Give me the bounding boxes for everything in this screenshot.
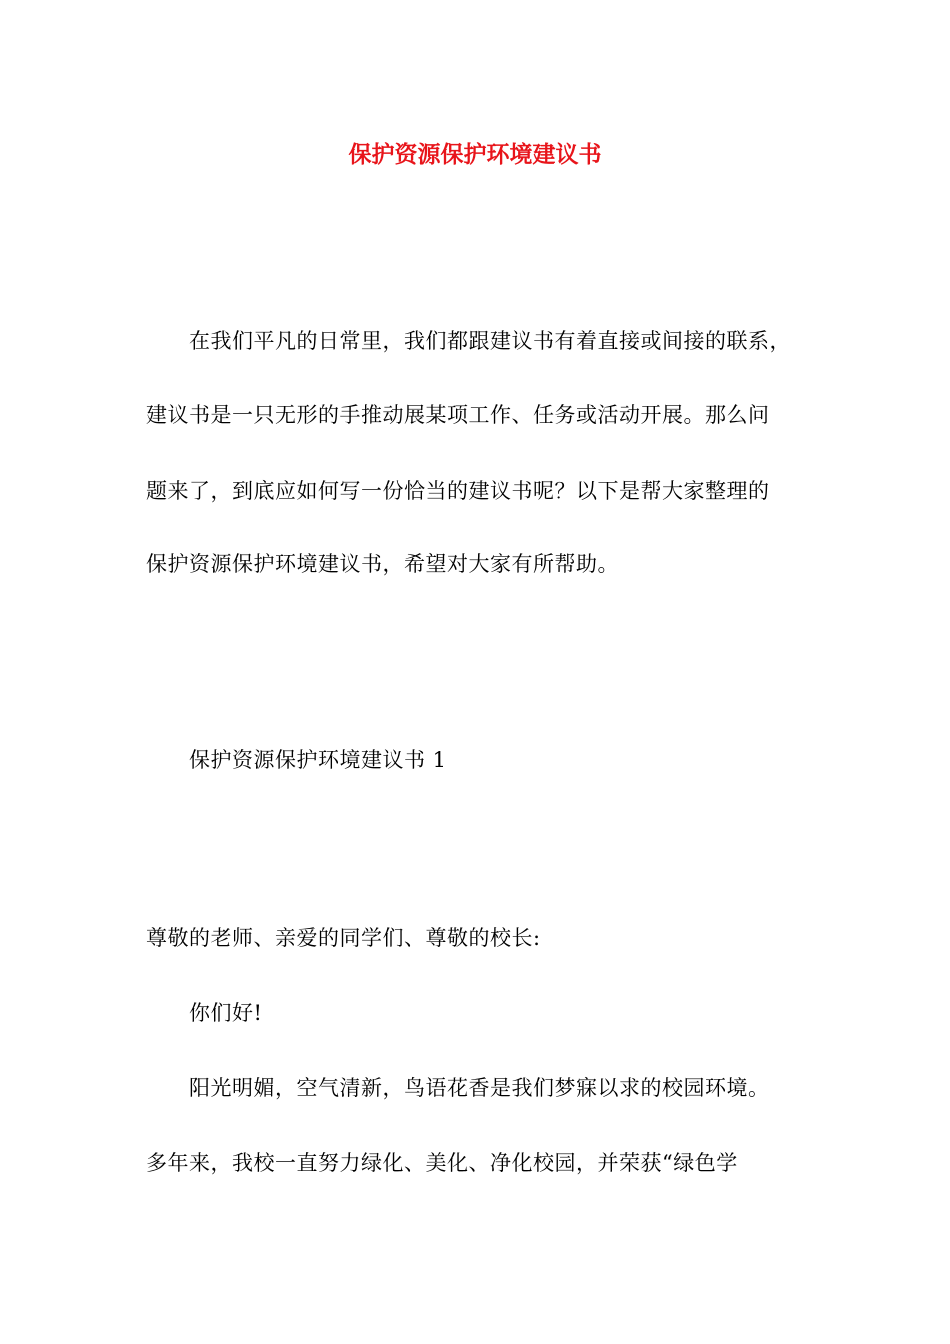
- intro-line-3: 题来了，到底应如何写一份恰当的建议书呢？以下是帮大家整理的: [146, 479, 770, 503]
- intro-line-2: 建议书是一只无形的手推动展某项工作、任务或活动开展。那么问: [146, 403, 770, 427]
- salutation: 尊敬的老师、亲爱的同学们、尊敬的校长:: [146, 926, 541, 950]
- intro-line-4: 保护资源保护环境建议书，希望对大家有所帮助。: [146, 552, 619, 576]
- section-heading: 保护资源保护环境建议书 1: [189, 748, 447, 772]
- body-line-2: 多年来，我校一直努力绿化、美化、净化校园，并荣获“绿色学: [146, 1151, 738, 1175]
- greeting: 你们好!: [189, 1001, 263, 1025]
- body-line-1: 阳光明媚，空气清新，鸟语花香是我们梦寐以求的校园环境。: [189, 1076, 770, 1100]
- intro-line-1: 在我们平凡的日常里，我们都跟建议书有着直接或间接的联系，: [189, 329, 791, 353]
- document-title: 保护资源保护环境建议书: [348, 141, 602, 168]
